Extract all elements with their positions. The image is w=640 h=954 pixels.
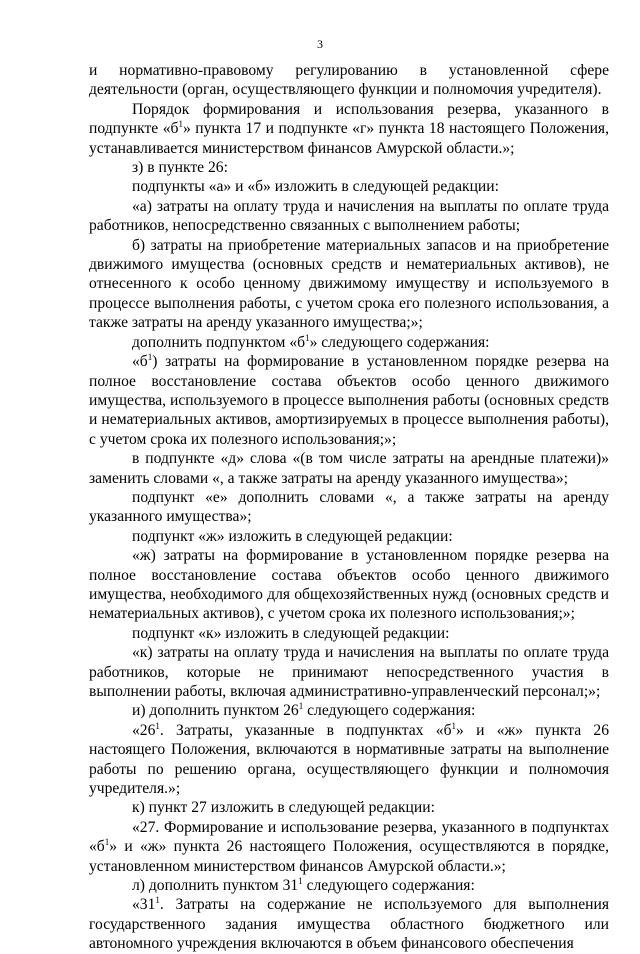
paragraph-text: л) дополнить пунктом 31 [132,877,299,895]
paragraph [89,721,609,799]
paragraph [89,546,609,624]
paragraph [89,701,609,720]
page-number: 3 [317,37,323,51]
paragraph-text: следующего содержания: [303,702,476,720]
paragraph-text: «б [132,353,148,371]
paragraph-text: «к) затраты на оплату труда и начисления на выплаты по оплате труда работников, которые не принимают непосредственного участия в выполнении работы, включая административно-управленческий персонал;»; [89,644,609,700]
paragraph [89,895,609,953]
paragraph-text: Порядок формирования и использования резерва, указанного в подпункте «б [89,100,609,138]
paragraph [89,798,609,817]
document-body [89,61,609,954]
paragraph-text: и) дополнить пунктом 26 [132,702,299,720]
paragraph-text: » и «ж» пункта 26 настоящего Положения, осуществляются в порядке, установленном министерством финансов Амурской области.»; [89,838,609,875]
paragraph [89,100,609,158]
superscript: 1 [298,701,304,712]
paragraph [89,158,609,177]
paragraph [89,876,609,895]
paragraph [89,61,609,100]
paragraph-text: подпункты «а» и «б» изложить в следующей редакции: [132,178,499,196]
paragraph-text: подпункт «к» изложить в следующей редакции: [132,624,450,642]
paragraph-text: к) пункт 27 изложить в следующей редакции: [132,799,435,817]
paragraph-text: з) в пункте 26: [132,159,228,177]
paragraph-text: и нормативно-правовому регулированию в установленной сфере деятельности (орган, осуществляющего функции и полномочия учредителя). [89,62,609,99]
paragraph-text: ) затраты на формирование в установленном порядке резерва на полное восстановление состава объектов особо ценного движимого имущества, используемого в процессе выполнения работы (основных средств и нематериальных активов, амортизируемых в процессе выполнения работы), с учетом срока их полезного использования;»; [89,353,609,448]
paragraph-text: «ж) затраты на формирование в установленном порядке резерва на полное восстановление состава объектов особо ценного движимого имущества, необходимого для общехозяйственных нужд (основных средств и нематериальных активов), с учетом срока их полезного использования;»; [89,547,609,623]
paragraph-text: подпункт «е» дополнить словами «, а также затраты на аренду указанного имущества»; [89,488,609,526]
paragraph-text: » следующего содержания: [309,333,490,351]
paragraph-text: следующего содержания: [302,877,475,895]
paragraph [89,488,609,527]
paragraph-text: «26 [132,721,156,739]
paragraph-text: «27. Формирование и использование резерва, указанного в подпунктах «б [89,818,609,856]
paragraph-text: «31 [132,896,156,914]
paragraph [89,449,609,488]
paragraph-text: » пункта 17 и подпункте «г» пункта 18 настоящего Положения, устанавливается министерством финансов Амурской области.»; [89,120,609,157]
superscript: 1 [298,875,303,886]
paragraph-text: дополнить подпунктом «б [132,333,306,351]
paragraph-text: . Затраты на содержание не используемого для выполнения государственного задания имущества областного бюджетного или автономного учреждения включаются в объем финансового обеспечения [89,896,609,953]
paragraph-text: » и «ж» пункта 26 настоящего Положения, включаются в нормативные затраты на выполнение работы по решению органа, осуществляющего функции и полномочия учредителя.»; [89,721,609,798]
paragraph [89,527,609,546]
superscript: 1 [178,119,183,130]
paragraph [89,624,609,643]
superscript: 1 [451,720,457,731]
paragraph [89,818,609,876]
paragraph [89,197,609,236]
paragraph-text: подпункт «ж» изложить в следующей редакции: [132,527,453,545]
paragraph [89,333,609,352]
paragraph-text: в подпункте «д» слова «(в том числе затраты на арендные платежи)» заменить словами «, а также затраты на аренду указанного имущества»; [89,450,609,487]
superscript: 1 [305,332,310,343]
paragraph [89,352,609,449]
paragraph [89,177,609,196]
superscript: 1 [155,720,160,731]
paragraph [89,643,609,701]
paragraph [89,236,609,333]
paragraph-text: . Затраты, указанные в подпунктах «б [159,721,452,739]
superscript: 1 [147,351,153,362]
superscript: 1 [104,837,110,848]
paragraph-text: б) затраты на приобретение материальных запасов и на приобретение движимого имущества (основных средств и нематериальных активов), не отнесенного к особо ценному движимому имуществу и используемого в процессе выполнения работы, с учетом срока его полезного использования, а также затраты на аренду указанного имущества;»; [89,236,609,332]
superscript: 1 [155,895,160,906]
paragraph-text: «а) затраты на оплату труда и начисления на выплаты по оплате труда работников, непосредственно связанных с выполнением работы; [89,197,609,235]
